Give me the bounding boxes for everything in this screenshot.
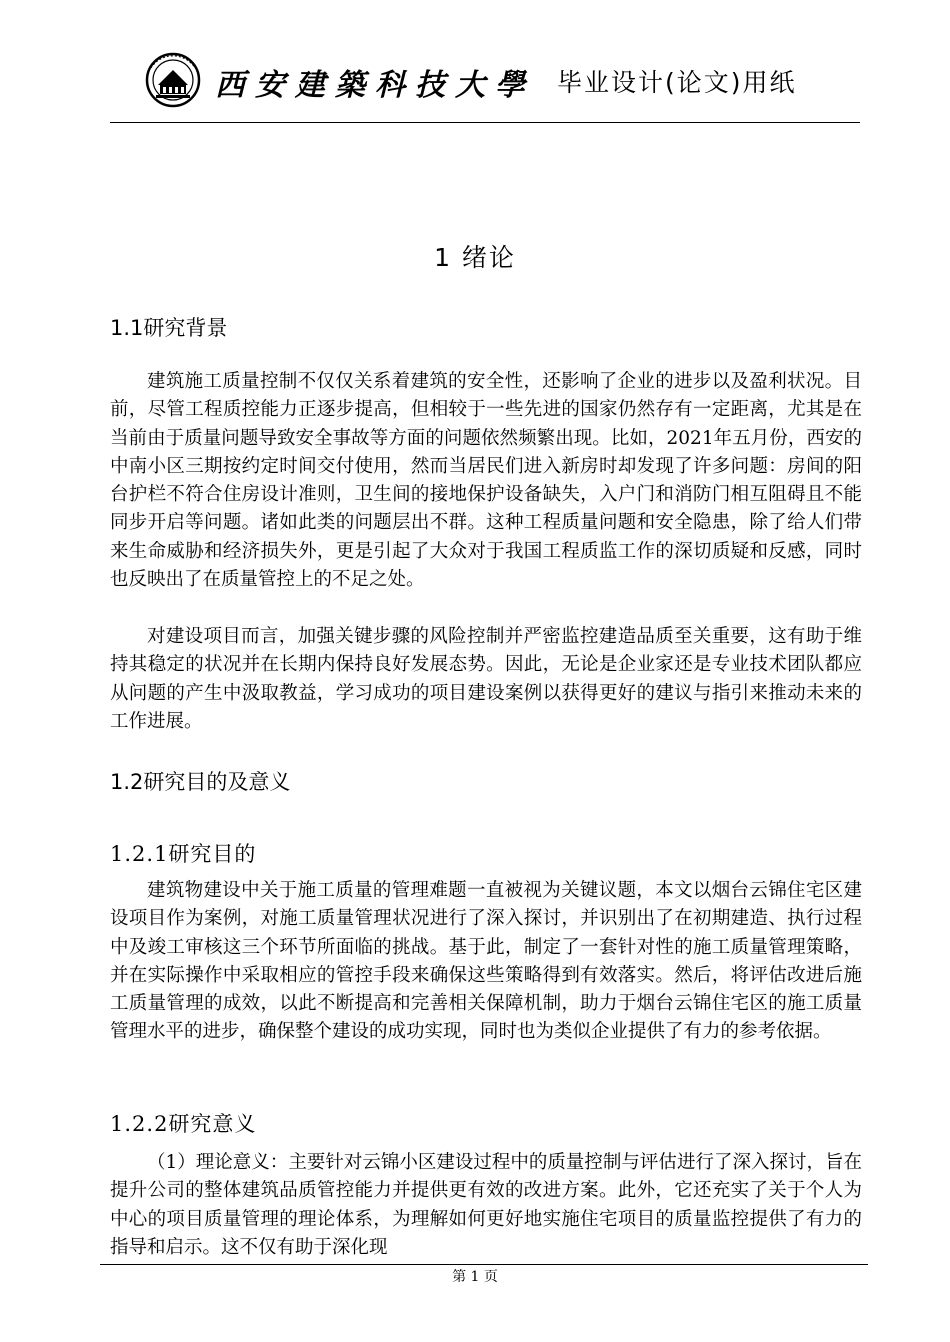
header-divider (110, 122, 860, 123)
footer-divider (100, 1264, 868, 1265)
university-seal-logo (145, 52, 201, 108)
paper-label: 毕业设计(论文)用纸 (557, 68, 797, 97)
chapter-title: 1 绪论 (434, 243, 516, 272)
paragraph-background-2: 对建设项目而言，加强关键步骤的风险控制并严密监控建造品质至关重要，这有助于维持其稳定的状况并在长期内保持良好发展态势。因此，无论是企业家还是专业技术团队都应从问题的产生中汲取教益，学习成功的项目建设案例以获得更好的建议与指引来推动未来的工作进展。 (110, 626, 862, 732)
section-heading-1-2: 1.2研究目的及意义 (110, 770, 291, 794)
subsection-heading-1-2-1: 1.2.1研究目的 (110, 842, 257, 866)
subsection-heading-1-2-2: 1.2.2研究意义 (110, 1112, 257, 1136)
paragraph-significance: （1）理论意义：主要针对云锦小区建设过程中的质量控制与评估进行了深入探讨，旨在提升公司的整体建筑品质管控能力并提供更有效的改进方案。此外，它还充实了关于个人为中心的项目质量管理的理论体系，为理解如何更好地实施住宅项目的质量监控提供了有力的指导和启示。这不仅有助于深化现 (110, 1152, 862, 1258)
university-name: 西安建築科技大學 (215, 68, 535, 103)
page-header (145, 52, 865, 110)
section-heading-1-1: 1.1研究背景 (110, 316, 228, 340)
paragraph-purpose: 建筑物建设中关于施工质量的管理难题一直被视为关键议题，本文以烟台云锦住宅区建设项目作为案例，对施工质量管理状况进行了深入探讨，并识别出了在初期建造、执行过程中及竣工审核这三个环节所面临的挑战。基于此，制定了一套针对性的施工质量管理策略，并在实际操作中采取相应的管控手段来确保这些策略得到有效落实。然后，将评估改进后施工质量管理的成效，以此不断提高和完善相关保障机制，助力于烟台云锦住宅区的施工质量管理水平的进步，确保整个建设的成功实现，同时也为类似企业提供了有力的参考依据。 (110, 880, 862, 1043)
page-number: 第 1 页 (452, 1269, 498, 1285)
paragraph-background-1: 建筑施工质量控制不仅仅关系着建筑的安全性，还影响了企业的进步以及盈利状况。目前，尽管工程质控能力正逐步提高，但相较于一些先进的国家仍然存有一定距离，尤其是在当前由于质量问题导致安全事故等方面的问题依然频繁出现。比如，2021年五月份，西安的中南小区三期按约定时间交付使用，然而当居民们进入新房时却发现了许多问题：房间的阳台护栏不符合住房设计准则，卫生间的接地保护设备缺失，入户门和消防门相互阻碍且不能同步开启等问题。诸如此类的问题层出不群。这种工程质量问题和安全隐患，除了给人们带来生命威胁和经济损失外，更是引起了大众对于我国工程质监工作的深切质疑和反感，同时也反映出了在质量管控上的不足之处。 (110, 371, 862, 591)
